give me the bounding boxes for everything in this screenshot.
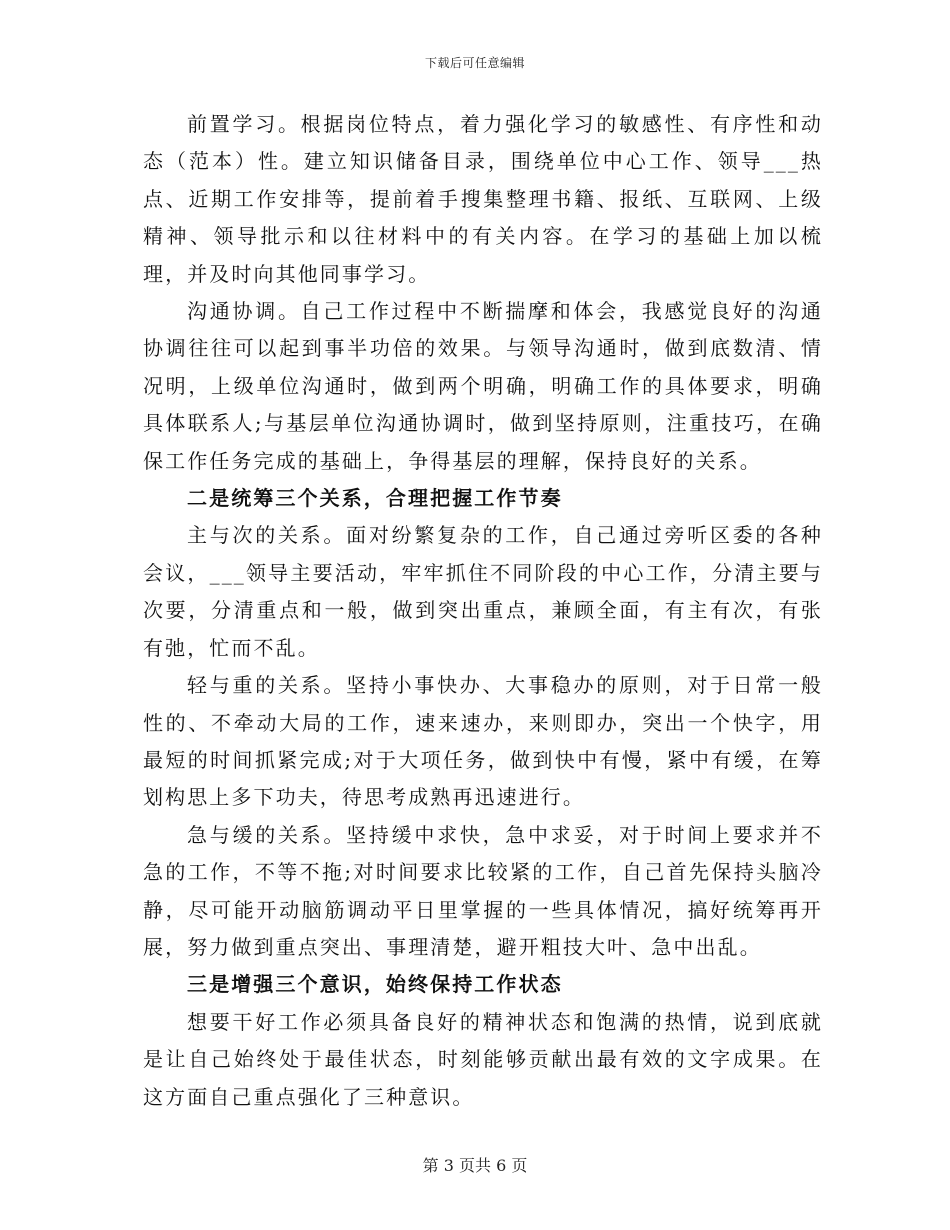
- page-number-footer: 第 3 页共 6 页: [422, 1156, 528, 1175]
- paragraph-primary-secondary: 主与次的关系。面对纷繁复杂的工作，自己通过旁听区委的各种会议，___领导主要活动，牢牢抓住不同阶段的中心工作，分清主要与次要，分清重点和一般，做到突出重点，兼顾全面，有主有次，有张有弛，忙而不乱。: [143, 523, 823, 660]
- document-body: [143, 106, 823, 1116]
- section-heading-awareness: 三是增强三个意识，始终保持工作状态: [187, 972, 563, 997]
- paragraph-communication: 沟通协调。自己工作过程中不断揣摩和体会，我感觉良好的沟通协调往往可以起到事半功倍的效果。与领导沟通时，做到底数清、情况明，上级单位沟通时，做到两个明确，明确工作的具体要求，明确具体联系人;与基层单位沟通协调时，做到坚持原则，注重技巧，在确保工作任务完成的基础上，争得基层的理解，保持良好的关系。: [143, 299, 823, 473]
- paragraph-urgent-slow: 急与缓的关系。坚持缓中求快，急中求妥，对于时间上要求并不急的工作，不等不拖;对时间要求比较紧的工作，自己首先保持头脑冷静，尽可能开动脑筋调动平日里掌握的一些具体情况，搞好统筹再开展，努力做到重点突出、事理清楚，避开粗技大叶、急中出乱。: [143, 822, 823, 959]
- page-header: 下载后可任意编辑: [424, 56, 525, 70]
- paragraph-preparatory-study: 前置学习。根据岗位特点，着力强化学习的敏感性、有序性和动态（范本）性。建立知识储备目录，围绕单位中心工作、领导___热点、近期工作安排等，提前着手搜集整理书籍、报纸、互联网、上级精神、领导批示和以往材料中的有关内容。在学习的基础上加以梳理，并及时向其他同事学习。: [143, 112, 823, 286]
- paragraph-light-heavy: 轻与重的关系。坚持小事快办、大事稳办的原则，对于日常一般性的、不牵动大局的工作，速来速办，来则即办，突出一个快字，用最短的时间抓紧完成;对于大项任务，做到快中有慢，紧中有缓，在筹划构思上多下功夫，待思考成熟再迅速进行。: [143, 673, 823, 810]
- section-heading-relationships: 二是统筹三个关系，合理把握工作节奏: [187, 486, 563, 511]
- paragraph-work-state: 想要干好工作必须具备良好的精神状态和饱满的热情，说到底就是让自己始终处于最佳状态，时刻能够贡献出最有效的文字成果。在这方面自己重点强化了三种意识。: [143, 1009, 823, 1109]
